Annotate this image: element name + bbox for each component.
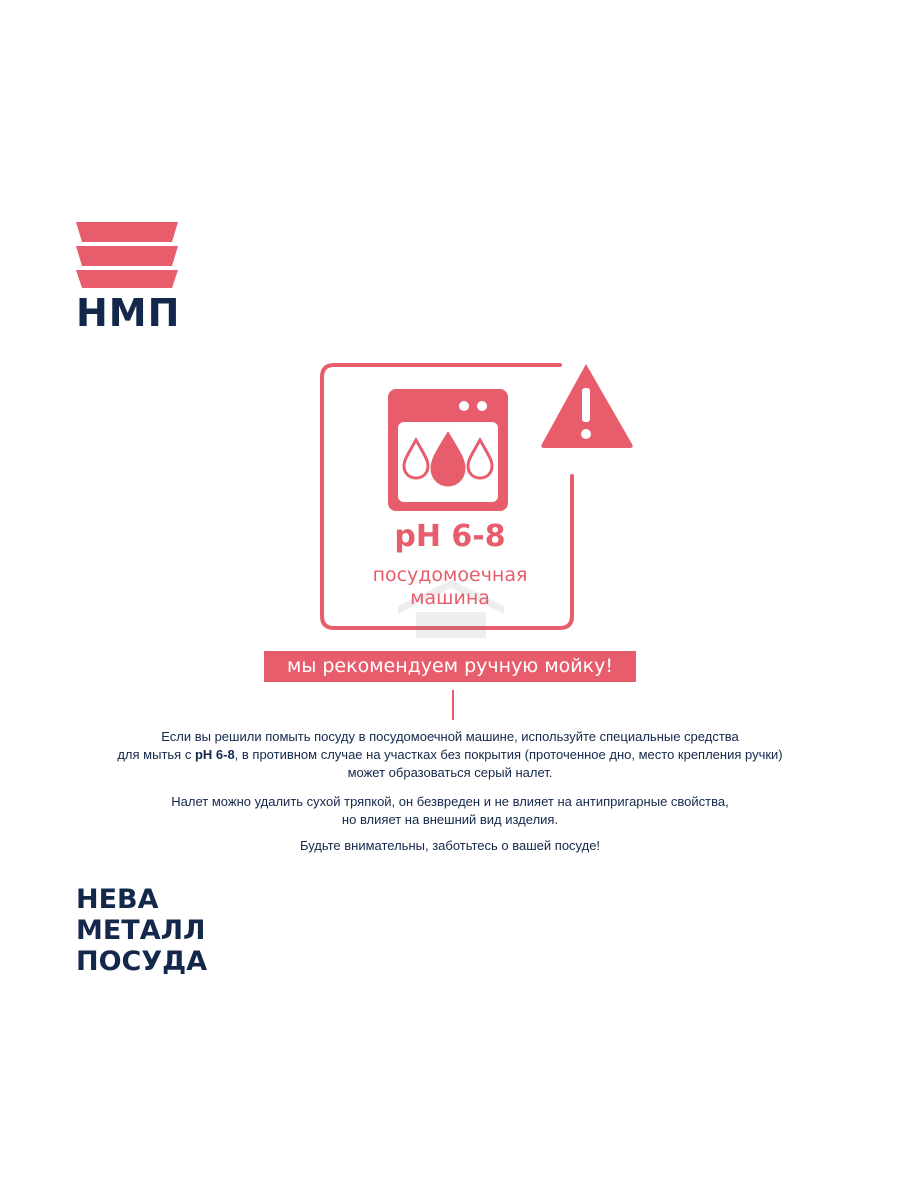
machine-label-line: машина: [410, 587, 490, 609]
paragraph-line: , в противном случае на участках без покрытия (проточенное дно, место крепления ручки): [234, 747, 783, 762]
recommendation-banner: мы рекомендуем ручную мойку!: [264, 651, 636, 682]
paragraph-line: может образоваться серый налет.: [347, 765, 553, 780]
dishwasher-paragraph: [60, 728, 840, 782]
residue-paragraph: [60, 793, 840, 829]
ph-bold: pH 6-8: [194, 747, 235, 762]
paragraph-line: Если вы решили помыть посуду в посудомоечной машине, используйте специальные средства: [161, 729, 739, 744]
machine-label-line: посудомоечная: [372, 564, 528, 586]
logo-text: НМП: [76, 291, 181, 335]
divider-line: [452, 690, 454, 720]
care-paragraph: Будьте внимательны, заботьтесь о вашей посуде!: [299, 838, 601, 853]
stacked-plates-icon: [76, 222, 180, 288]
nmp-logo: [76, 222, 181, 335]
paragraph-line: для мытья с: [117, 747, 195, 762]
ph-label: pH 6-8: [394, 519, 506, 554]
paragraph-line: но влияет на внешний вид изделия.: [341, 812, 559, 827]
machine-label: [0, 564, 900, 610]
warning-triangle-icon: [541, 364, 632, 448]
brand-line: НЕВА: [76, 884, 159, 915]
paragraph-line: Налет можно удалить сухой тряпкой, он безвреден и не влияет на антипригарные свойства,: [171, 794, 729, 809]
brand-name: [76, 884, 207, 977]
brand-line: МЕТАЛЛ: [76, 915, 206, 946]
brand-line: ПОСУДА: [76, 946, 208, 977]
